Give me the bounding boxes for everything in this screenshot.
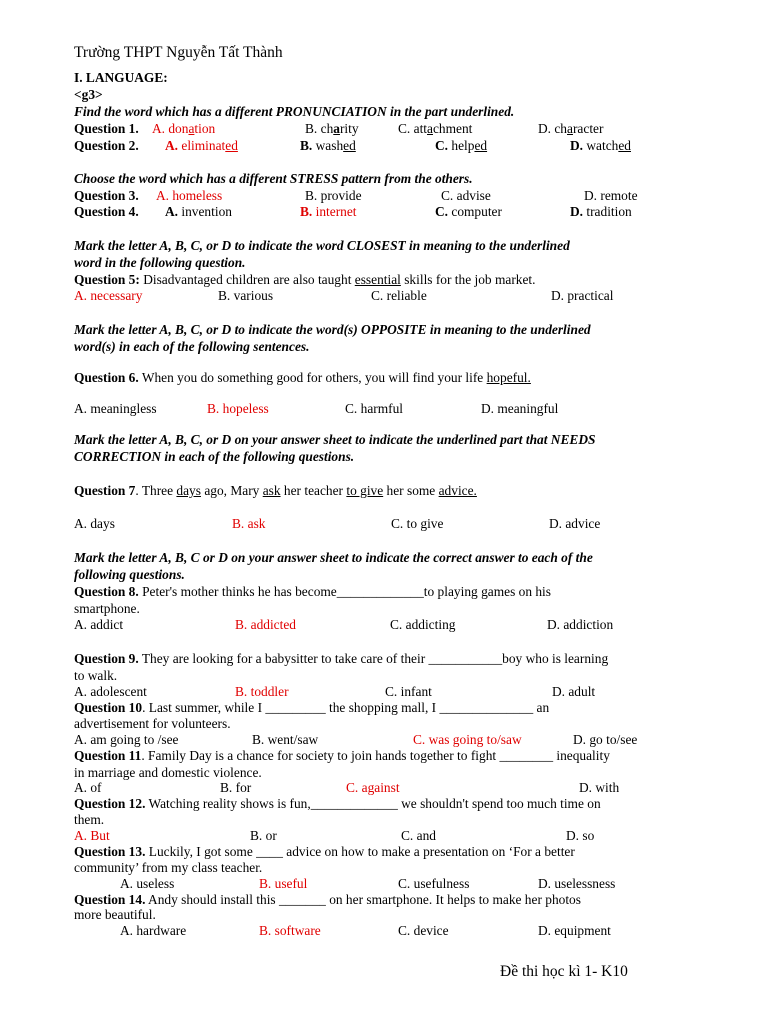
q14-option-a: A. hardware	[120, 923, 187, 938]
q3-option-a: A. homeless	[156, 188, 223, 203]
question-7: Question 7. Three days ago, Mary ask her teacher to give her some advice.	[74, 483, 477, 498]
q11-option-c: C. against	[346, 780, 400, 795]
q14-option-b: B. software	[259, 923, 321, 938]
q12-option-c: C. and	[401, 828, 436, 843]
q9-option-b: B. toddler	[235, 684, 289, 699]
q4-option-a: A. invention	[165, 204, 232, 219]
q8-option-c: C. addicting	[390, 617, 456, 632]
q5-option-c: C. reliable	[371, 288, 427, 303]
q10-option-c: C. was going to/saw	[413, 732, 522, 747]
q9-option-d: D. adult	[552, 684, 596, 699]
q11-option-b: B. for	[220, 780, 252, 795]
q3-option-d: D. remote	[584, 188, 638, 203]
section-title: I. LANGUAGE:	[74, 70, 168, 85]
q8-option-a: A. addict	[74, 617, 124, 632]
q7-option-d: D. advice	[549, 516, 601, 531]
q13-option-c: C. usefulness	[398, 876, 470, 891]
q3-option-c: C. advise	[441, 188, 491, 203]
q10-option-d: D. go to/see	[573, 732, 638, 747]
question-9-line1: Question 9. They are looking for a babysitter to take care of their ___________boy who is learning	[74, 651, 609, 666]
instruction-stress: Choose the word which has a different STRESS pattern from the others.	[74, 171, 473, 186]
question-2	[74, 138, 139, 154]
q2-option-d: D. watched	[570, 138, 631, 153]
q13-option-b: B. useful	[259, 876, 308, 891]
q14-option-c: C. device	[398, 923, 449, 938]
instruction-pronunciation: Find the word which has a different PRONUNCIATION in the part underlined.	[74, 104, 515, 119]
q2-option-a: A. eliminated	[165, 138, 238, 153]
question-3-label: Question 3.	[74, 188, 139, 203]
school-name: Trường THPT Nguyễn Tất Thành	[74, 44, 283, 61]
q9-option-a: A. adolescent	[74, 684, 147, 699]
q11-option-d: D. with	[579, 780, 620, 795]
q2-option-b: B. washed	[300, 138, 356, 153]
question-13-line2: community’ from my class teacher.	[74, 860, 263, 875]
instruction-correct-line2: following questions.	[74, 567, 185, 582]
q5-option-b: B. various	[218, 288, 274, 303]
q4-option-b: B. internet	[300, 204, 357, 219]
q4-option-d: D. tradition	[570, 204, 632, 219]
q1-option-c: C. attachment	[398, 121, 473, 136]
question-1	[74, 121, 139, 137]
q10-option-a: A. am going to /see	[74, 732, 179, 747]
instruction-correct-line1: Mark the letter A, B, C or D on your answer sheet to indicate the correct answer to each of the	[74, 550, 593, 565]
question-12-line2: them.	[74, 812, 105, 827]
question-14-line2: more beautiful.	[74, 907, 156, 922]
q1-option-a: A. donation	[152, 121, 216, 136]
question-9-line2: to walk.	[74, 668, 118, 683]
question-8-line1: Question 8. Peter's mother thinks he has become_____________to playing games on his	[74, 584, 551, 599]
question-4-label: Question 4.	[74, 204, 139, 219]
question-10-line1: Question 10. Last summer, while I _________ the shopping mall, I ______________ an	[74, 700, 550, 715]
instruction-closest-line1: Mark the letter A, B, C, or D to indicate the word CLOSEST in meaning to the underlined	[74, 238, 570, 253]
question-13-line1: Question 13. Luckily, I got some ____ advice on how to make a presentation on ‘For a better	[74, 844, 575, 859]
q6-option-c: C. harmful	[345, 401, 404, 416]
instruction-opposite-line1: Mark the letter A, B, C, or D to indicate the word(s) OPPOSITE in meaning to the underlined	[74, 322, 591, 337]
question-label: Question 1.	[74, 121, 139, 136]
q10-option-b: B. went/saw	[252, 732, 319, 747]
question-10-line2: advertisement for volunteers.	[74, 716, 231, 731]
q8-option-b: B. addicted	[235, 617, 296, 632]
q1-option-d: D. character	[538, 121, 604, 136]
q1-option-b: B. charity	[305, 121, 359, 136]
q5-option-a: A. necessary	[74, 288, 143, 303]
exam-footer: Đề thi học kì 1- K10	[500, 963, 628, 980]
question-14-line1: Question 14. Andy should install this _______ on her smartphone. It helps to make her photos	[74, 892, 581, 907]
q7-option-c: C. to give	[391, 516, 444, 531]
q8-option-d: D. addiction	[547, 617, 614, 632]
instruction-closest-line2: word in the following question.	[74, 255, 246, 270]
question-6: Question 6. When you do something good for others, you will find your life hopeful.	[74, 370, 531, 385]
question-8-line2: smartphone.	[74, 601, 140, 616]
q12-option-a: A. But	[74, 828, 110, 843]
q7-option-a: A. days	[74, 516, 115, 531]
q13-option-d: D. uselessness	[538, 876, 616, 891]
instruction-correction-line2: CORRECTION in each of the following questions.	[74, 449, 355, 464]
q7-option-b: B. ask	[232, 516, 266, 531]
q3-option-b: B. provide	[305, 188, 362, 203]
q6-option-d: D. meaningful	[481, 401, 559, 416]
question-5: Question 5: Disadvantaged children are also taught essential skills for the job market.	[74, 272, 536, 287]
q13-option-a: A. useless	[120, 876, 175, 891]
q12-option-d: D. so	[566, 828, 595, 843]
question-label: Question 2.	[74, 138, 139, 153]
q6-option-b: B. hopeless	[207, 401, 269, 416]
q12-option-b: B. or	[250, 828, 277, 843]
instruction-correction-line1: Mark the letter A, B, C, or D on your answer sheet to indicate the underlined part that NEEDS	[74, 432, 596, 447]
q2-option-c: C. helped	[435, 138, 488, 153]
q5-option-d: D. practical	[551, 288, 614, 303]
q4-option-c: C. computer	[435, 204, 502, 219]
section-code: <g3>	[74, 87, 103, 102]
instruction-opposite-line2: word(s) in each of the following sentences.	[74, 339, 310, 354]
q14-option-d: D. equipment	[538, 923, 611, 938]
question-11-line1: Question 11. Family Day is a chance for society to join hands together to fight ________ inequality	[74, 748, 610, 763]
q6-option-a: A. meaningless	[74, 401, 157, 416]
question-12-line1: Question 12. Watching reality shows is fun,_____________ we shouldn't spend too much time on	[74, 796, 601, 811]
q11-option-a: A. of	[74, 780, 102, 795]
q9-option-c: C. infant	[385, 684, 432, 699]
question-11-line2: in marriage and domestic violence.	[74, 765, 262, 780]
